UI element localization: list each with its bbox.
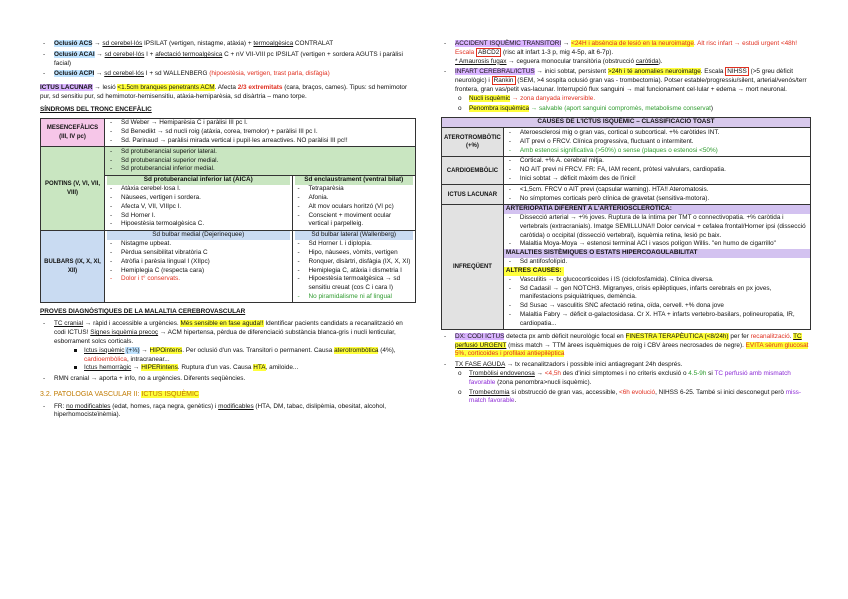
cell-heading: ARTERIOPATIA DIFERENT A L'ARTERIOSCLERÒTICA: — [504, 205, 810, 214]
list-item: - No piramidalisme ni af lingual — [295, 293, 414, 302]
list-item: - Cortical. +% A. cerebral mitja. — [506, 157, 808, 166]
list-item: - NO AIT previ ni FRCV. FR: FA, IAM recent, pròtesi valvulars, cardiopatia. — [506, 166, 808, 175]
list-item: - Nistagme upbeat. — [107, 240, 290, 249]
list-item: o Trombòlisi endovenosa → <4,5h des d'inici símptomes i no criteris exclusió o 4.5-9h si TC perfusió amb mismatch favorable (zona penombra>nucli isquèmic). — [455, 370, 811, 388]
row-label: INFREQÜENT — [442, 205, 504, 330]
cell-heading: MALALTIES SISTÈMIQUES O ESTATS HIPERCOAGULABILITAT — [504, 249, 810, 258]
mes-label: MESENCEFÀLICS (III, IV pc) — [41, 118, 105, 146]
bul-right-cell — [292, 230, 416, 303]
list-item: Ictus isquèmic (+⅓) → HIPOintens. Per oclusió d'un vas. Transitori o permanent. Causa aterotrombòtica (4%), cardioembòlica, intracranear... — [70, 347, 416, 365]
cell-heading: Sd bulbar medial (Dejerinequee) — [107, 231, 290, 240]
row-label: ICTUS LACUNAR — [442, 185, 504, 205]
list-item: - Sd Benedikt → sd nucli roig (atàxia, corea, tremolor) + paràlisi III pc I. — [107, 128, 413, 137]
section-heading: 3.2. PATOLOGIA VASCULAR II: ICTUS ISQUÈMIC — [40, 390, 199, 398]
bul-left-cell — [105, 230, 293, 303]
bul-label: BULBARS (IX, X, XI, XII) — [41, 230, 105, 303]
dx-list — [441, 333, 811, 407]
list-item: - No símptomes corticals però clínica de gravetat (sensitiva-motora). — [506, 195, 808, 204]
list-item: - Ronquer, disàrtri, disfàgia (IX, X, XI) — [295, 258, 414, 267]
cell-heading: Sd enclaustrament (ventral bilat) — [295, 176, 414, 185]
list-item: - RMN cranial → aporta + info, no a urgències. Diferents seqüències. — [40, 375, 416, 384]
list-item: - INFART CEREBRAL/ICTUS → inici sobtat, persistent >24h i té anomalies neuroimatge. Escala NIHSS (>5 greu dèficit neurològic) i Rankin (SEM, >4 sospita oclusió gran vas - trombectomia). Potser estable/progressiu/silent, arterial/venós/terr frontera, gran vas/petit vas-lacunar. Interrupció flux sanguini → mal funcionament cel·lular + edema → mort neuronal. o Nucli isquèmic → zona danyada irreversible. o Penombra isquèmica → salvable (aport sanguini compromès, metabolisme conservat) — [441, 68, 811, 113]
list-item: - TC cranial → ràpid i accessible a urgències. Més sensible en fase aguda!! Identificar pacients candidats a recanalització en codi ICTUS! Signes isquèmia precoç → ACM hipertensa, pèrdua de diferenciació substància blanca-gris i nucli lenticular, esborrament solcs corticals. Ictus isquèmic (+⅓) → HIPOintens. Per oclusió d'un vas. Transitori o permanent. Causa aterotrombòtica (4%), cardioembòlica, intracranear... Ictus hemorràgic → HIPERintens. Ruptura d'un vas. Causa HTA, amiloide... — [40, 320, 416, 373]
list-item: - Oclusió ACPI → sd cerebel·lós I + sd WALLENBERG (hipoestèsia, vertigen, trast parla, disfàgia) — [40, 70, 416, 79]
list-item: - Sd. Parinaud → paràlisi mirada vertical i pupil·les arreactives. NO paràlisi III pc!! — [107, 137, 413, 146]
list-item: - Ateroesclerosi mig o gran vas, cortical o subcortical. +% caròtides INT. — [506, 129, 808, 138]
list-item: - Oclusió ACAI → sd cerebel·lós I + afectació termoalgèsica C + nV VII-VIII pc IPSILAT (vertigen + sordera AGUTS i paràlisi facial) — [40, 51, 416, 69]
list-item: - DX: CODI ICTUS detecta px amb dèficit neurològic focal en FINESTRA TERAPÈUTICA (<8/24h) per fer recanalització. TC perfusió URGENT (miss match → TTM àrees isquèmiques de roig i CBV àrees necrosades de negre). EVITA sèrum glucosat 5%, corticoides i profilaxi antiepilèptica — [441, 333, 811, 359]
proves-list — [40, 320, 416, 384]
list-item: - <1,5cm. FRCV o AIT previ (capsular warning). HTA!! Ateromatosis. — [506, 186, 808, 195]
list-item: o Penombra isquèmica → salvable (aport sanguini compromès, metabolisme conservat) — [455, 105, 811, 114]
pont-left-cell — [105, 175, 293, 230]
list-item: - FR: no modificables (edat, homes, raça negra, genètics) i modificables (HTA, DM, tabac, dislipèmia, obesitat, alcohol, hiperhomocisteïnèmia). — [40, 403, 416, 421]
list-item: - TX FASE AGUDA → tx recanalitzadors i possible inici antiagregant 24h després. o Trombòlisi endovenosa → <4,5h des d'inici símptomes i no criteris exclusió o 4.5-9h si TC perfusió amb mismatch favorable (zona penombra>nucli isquèmic). o Trombectomia si obstrucció de gran vas, accessible, <6h evolució, NIHSS 6-25. També si inici desconegut però miss-match favorable. — [441, 361, 811, 406]
list-item: - Dissecció arterial → +% joves. Ruptura de la íntima per TMT o connectivopatia. +% caròtida i vertebrals (extracranials). Imatge SEMILLUNA!! Dolor cervical + cefalea frontal/Horner ipsi (dissecció caròtida) o occipital (dissecció vertebral), isquèmia retina, lesió pc baix. — [506, 214, 808, 240]
fr-list — [40, 403, 416, 421]
list-item: - Malaltia Moya-Moya → estenosi terminal ACI i vasos polígon Willis. "en humo de cigarrillo" — [506, 240, 808, 249]
list-item: o Nucli isquèmic → zona danyada irreversible. — [455, 95, 811, 104]
list-item: - Vasculitis → tx glucocorticoides i IS (ciclofosfamida). Clínica diversa. — [506, 276, 808, 285]
cell-heading: ALTRES CAUSES: — [505, 266, 562, 274]
list-item: - Oclusió ACS → sd cerebel·lós IPSILAT (vertigen, nistagme, atàxia) + termoalgèsica CONTRALAT — [40, 40, 416, 49]
lac-cell — [503, 185, 810, 205]
tronc-table — [40, 118, 416, 304]
list-item: - Hemiplegia C, atàxia i dismetria I — [295, 267, 414, 276]
list-item: - Alt mov oculars horitzó (VI pc) — [295, 203, 414, 212]
pont-top-cell — [105, 147, 416, 175]
list-item: - Conscient + moviment ocular vertical i parpelleig. — [295, 212, 414, 230]
mes-cell — [105, 118, 416, 146]
list-item: Ictus hemorràgic → HIPERintens. Ruptura d'un vas. Causa HTA, amiloide... — [70, 364, 416, 373]
list-item: - Sd Weber → Hemiparèsia C i paràlisi III pc I. — [107, 119, 413, 128]
pont-right-cell — [292, 175, 416, 230]
list-item: - Tetraparèsia — [295, 185, 414, 194]
list-item: - Hipoestèsia termoalgèsica C. — [107, 220, 290, 229]
list-item: - Sd Horner I. i diplopia. — [295, 240, 414, 249]
list-item: - Pèrdua sensibilitat vibratòria C — [107, 249, 290, 258]
amaurosi: * Amaurosis fugax → ceguera monocular transitòria (obstrucció caròtida). — [455, 57, 663, 65]
list-item: - Afonia. — [295, 194, 414, 203]
oclusio-list — [40, 40, 416, 79]
list-item: - Sd protuberancial superior medial. — [107, 157, 413, 166]
list-item: - Sd antifosfolípid. — [506, 258, 808, 267]
toast-table — [441, 117, 811, 330]
proves-title: PROVES DIAGNÒSTIQUES DE LA MALALTIA CEREBROVASCULAR — [40, 308, 246, 316]
list-item: - AIT previ o FRCV. Clínica progressiva, fluctuant o intermitent. — [506, 138, 808, 147]
list-item: - Hemiplegia C (respecta cara) — [107, 267, 290, 276]
list-item: - Sd Cadasil → gen NOTCH3. Migranyes, crisis epilèptiques, infarts cerebrals en px joves, manifestacions psiquiàtriques, demència. — [506, 285, 808, 303]
list-item: - Atròfia i parèsia lingual I (XIIpc) — [107, 258, 290, 267]
list-item: - Hipo, nàusees, vòmits, vertigen — [295, 249, 414, 258]
cardio-cell — [503, 156, 810, 184]
list-item: o Trombectomia si obstrucció de gran vas, accessible, <6h evolució, NIHSS 6-25. També si inici desconegut però miss-match favorable. — [455, 389, 811, 407]
list-item: - Sd protuberancial inferior medial. — [107, 165, 413, 174]
list-item: - Amb estenosi significativa (>50%) o sense (plaques o estenosi <50%) — [506, 147, 808, 156]
list-item: - Hipoestèsia termoalgèsica → sd sensitiu creuat (cos C i cara I) — [295, 275, 414, 293]
row-label: CARDIOEMBÒLIC — [442, 156, 504, 184]
list-item: - Sd protuberancial superior lateral. — [107, 148, 413, 157]
list-item: - Afecta V, VII, VIIIpc I. — [107, 203, 290, 212]
pont-label: PONTINS (V, VI, VII, VIII) — [41, 147, 105, 230]
sindromes-title: SÍNDROMS DEL TRONC ENCEFÀLIC — [40, 105, 152, 113]
right-column — [441, 40, 811, 408]
ait-list — [441, 40, 811, 114]
lacunar-paragraph: ICTUS LACUNAR → lesió <1.5cm branques penetrants ACM. Afecta 2/3 extremitats (cara, braços, cames). Tipus: sd hemimotor pur, sd sensitiu pur, sd hemimotor-hemisensitiu, atàxia-hemiparèsia, sd disàrtria – mano torpe. — [40, 84, 408, 101]
list-item: - Malaltia Fabry → dèficit α-galactosidasa. Cr X. HTA + infarts vertebro-basilars, polineuropatia, IR, cardiopatia... — [506, 311, 808, 329]
cell-heading: Sd protuberancial inferior lat (AICA) — [107, 176, 290, 185]
list-item: - Sd Susac → vasculitis SNC afectació retina, oïda, cervell. +% dona jove — [506, 302, 808, 311]
infreq-cell — [503, 205, 810, 330]
list-item: - Dolor i t° conservats. — [107, 275, 290, 284]
left-column — [40, 40, 416, 422]
list-item: - Nàusees, vertigen i sordera. — [107, 194, 290, 203]
toast-head: CAUSES DE L'ICTUS ISQUÈMIC – CLASSIFICACIÓ TOAST — [442, 117, 811, 128]
atero-cell — [503, 128, 810, 156]
list-item: - Sd Horner I. — [107, 212, 290, 221]
list-item: - Inici sobtat → dèficit màxim des de l'inici! — [506, 175, 808, 184]
list-item: - Atàxia cerebel·losa I. — [107, 185, 290, 194]
cell-heading: Sd bulbar lateral (Wallenberg) — [295, 231, 414, 240]
row-label: ATEROTROMBÒTIC (+%) — [442, 128, 504, 156]
list-item: - ACCIDENT ISQUÈMIC TRANSITORI → <24H i absència de lesió en la neuroimatge. Alt risc infart → estudi urgent <48h! Escala ABCD2 (risc alt infart 1-3 p, mig 4-5p, alt 6-7p). * Amaurosis fugax → ceguera monocular transitòria (obstrucció caròtida). — [441, 40, 811, 66]
